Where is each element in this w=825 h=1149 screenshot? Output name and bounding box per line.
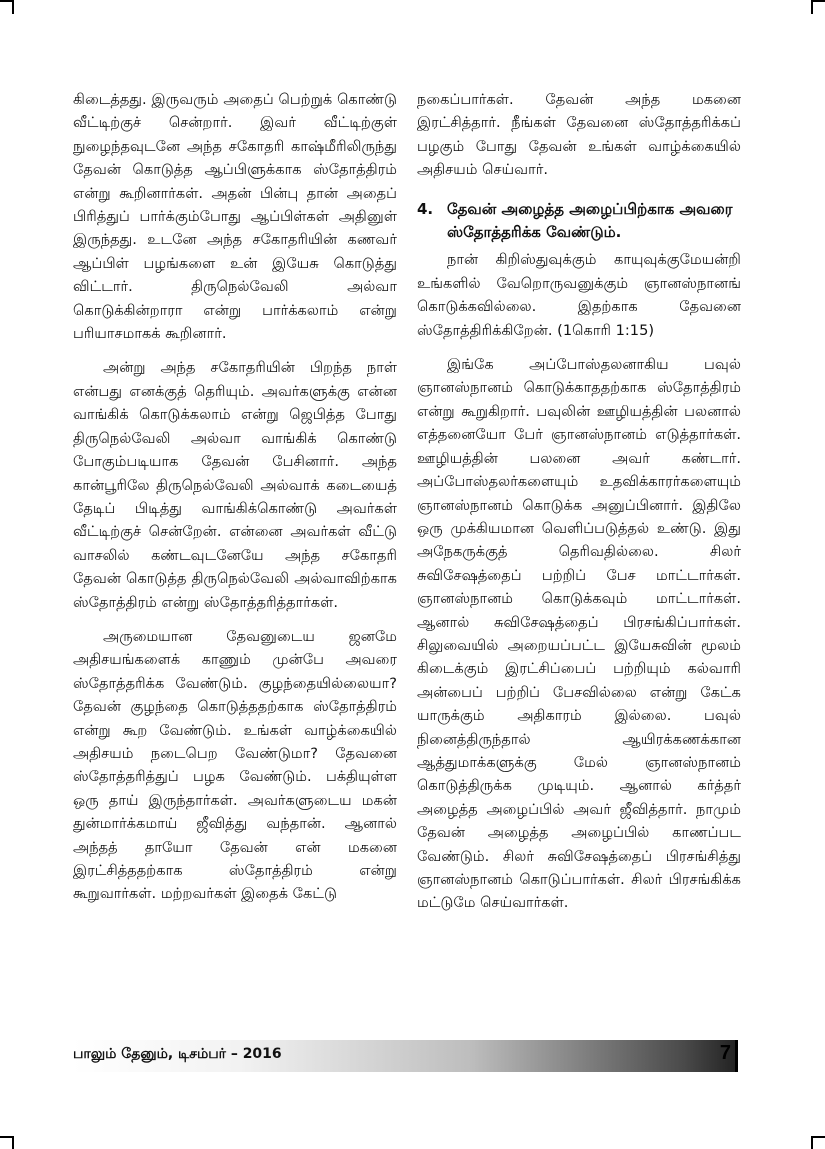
right-column [417, 88, 741, 915]
crop-mark-top-left-v [12, 0, 14, 14]
right-paragraph-3: இங்கே அப்போஸ்தலனாகிய பவுல் ஞானஸ்நானம் கொடுக்காததற்காக ஸ்தோத்திரம் என்று கூறுகிறார். பவுலின் ஊழியத்தின் பலனால் எத்தனையோ பேர் ஞானஸ்நானம் எடுத்தார்கள். ஊழியத்தின் பலனை அவர் கண்டார். அப்போஸ்தலர்களையும் உதவிக்காரர்களையும் ஞானஸ்நானம் கொடுக்க அனுப்பினார். இதிலே ஒரு முக்கியமான வெளிப்படுத்தல் உண்டு. இது அநேகருக்குத் தெரிவதில்லை. சிலர் சுவிசேஷத்தைப் பற்றிப் பேச மாட்டார்கள். ஞானஸ்நானம் கொடுக்கவும் மாட்டார்கள். ஆனால் சுவிசேஷத்தைப் பிரசங்கிப்பார்கள். சிலுவையில் அறையப்பட்ட இயேசுவின் மூலம் கிடைக்கும் இரட்சிப்பைப் பற்றியும் கல்வாரி அன்பைப் பற்றிப் பேசவில்லை என்று கேட்க யாருக்கும் அதிகாரம் இல்லை. பவுல் நினைத்திருந்தால் ஆயிரக்கணக்கான ஆத்துமாக்களுக்கு மேல் ஞானஸ்நானம் கொடுத்திருக்க முடியும். ஆனால் கர்த்தர் அழைத்த அழைப்பில் அவர் ஜீவித்தார். நாமும் தேவன் அழைத்த அழைப்பில் காணப்பட வேண்டும். சிலர் சுவிசேஷத்தைப் பிரசங்சித்து ஞானஸ்நானம் கொடுப்பார்கள். சிலர் பிரசங்கிக்க மட்டுமே செய்வார்கள். [417, 356, 741, 912]
section-heading-number: 4. [417, 199, 434, 218]
right-paragraph-2: நான் கிறிஸ்துவுக்கும் காயுவுக்குமேயன்றி உங்களில் வேறொருவனுக்கும் ஞானஸ்நானங் கொடுக்கவில்லை. இதற்காக தேவனை ஸ்தோத்திரிக்கிறேன். (1கொரி 1:15) [417, 251, 741, 339]
crop-mark-bottom-left-v [12, 1136, 14, 1149]
page-footer [73, 1040, 737, 1072]
crop-mark-bottom-right-v [811, 1136, 813, 1149]
footer-divider [735, 1040, 738, 1072]
section-heading [417, 198, 741, 245]
left-paragraph-1: கிடைத்தது. இருவரும் அதைப் பெற்றுக் கொண்டு வீட்டிற்குச் சென்றார். இவர் வீட்டிற்குள் நுழைந்தவுடனே அந்த சகோதரி காஷ்மீரிலிருந்து தேவன் கொடுத்த ஆப்பிளுக்காக ஸ்தோத்திரம் என்று கூறினார்கள். அதன் பின்பு தான் அதைப் பிரித்துப் பார்க்கும்போது ஆப்பிள்கள் அதினுள் இருந்தது. உடனே அந்த சகோதரியின் கணவர் ஆப்பிள் பழங்களை உன் இயேசு கொடுத்து விட்டார். திருநெல்வேலி அல்வா கொடுக்கின்றாரா என்று பார்க்கலாம் என்று பரியாசமாகக் கூறினார். [73, 91, 397, 343]
section-heading-text: தேவன் அழைத்த அழைப்பிற்காக அவரை ஸ்தோத்தரிக்க வேண்டும். [447, 199, 733, 242]
left-paragraph-2: அன்று அந்த சகோதரியின் பிறந்த நாள் என்பது எனக்குத் தெரியும். அவர்களுக்கு என்ன வாங்கிக் கொடுக்கலாம் என்று ஜெபித்த போது திருநெல்வேலி அல்வா வாங்கிக் கொண்டு போகும்படியாக தேவன் பேசினார். அந்த கான்பூரிலே திருநெல்வேலி அல்வாக் கடையைத் தேடிப் பிடித்து வாங்கிக்கொண்டு அவர்கள் வீட்டிற்குச் சென்றேன். என்னை அவர்கள் வீட்டு வாசலில் கண்டவுடனேயே அந்த சகோதரி தேவன் கொடுத்த திருநெல்வேலி அல்வாவிற்காக ஸ்தோத்திரம் என்று ஸ்தோத்தரித்தார்கள். [73, 359, 397, 611]
crop-mark-top-right-h [811, 0, 825, 2]
crop-mark-top-right-v [811, 0, 813, 14]
left-paragraph-3: அருமையான தேவனுடைய ஜனமே அதிசயங்களைக் காணும் முன்பே அவரை ஸ்தோத்தரிக்க வேண்டும். குழந்தையில்லையா? தேவன் குழந்தை கொடுத்ததற்காக ஸ்தோத்திரம் என்று கூற வேண்டும். உங்கள் வாழ்க்கையில் அதிசயம் நடைபெற வேண்டுமா? தேவனை ஸ்தோத்தரித்துப் பழக வேண்டும். பக்தியுள்ள ஒரு தாய் இருந்தார்கள். அவர்களுடைய மகன் துன்மார்க்கமாய் ஜீவித்து வந்தான். ஆனால் அந்தத் தாயோ தேவன் என் மகனை இரட்சித்ததற்காக ஸ்தோத்திரம் என்று கூறுவார்கள். மற்றவர்கள் இதைக் கேட்டு [73, 627, 397, 903]
right-paragraph-1: நகைப்பார்கள். தேவன் அந்த மகனை இரட்சித்தார். நீங்கள் தேவனை ஸ்தோத்தரிக்கப் பழகும் போது தேவன் உங்கள் வாழ்க்கையில் அதிசயம் செய்வார். [417, 91, 741, 179]
footer-publication: பாலும் தேனும், டிசம்பர் – 2016 [73, 1046, 282, 1062]
left-column [73, 88, 397, 906]
crop-mark-bottom-right-h [811, 1136, 825, 1138]
page-number: 7 [719, 1042, 731, 1064]
